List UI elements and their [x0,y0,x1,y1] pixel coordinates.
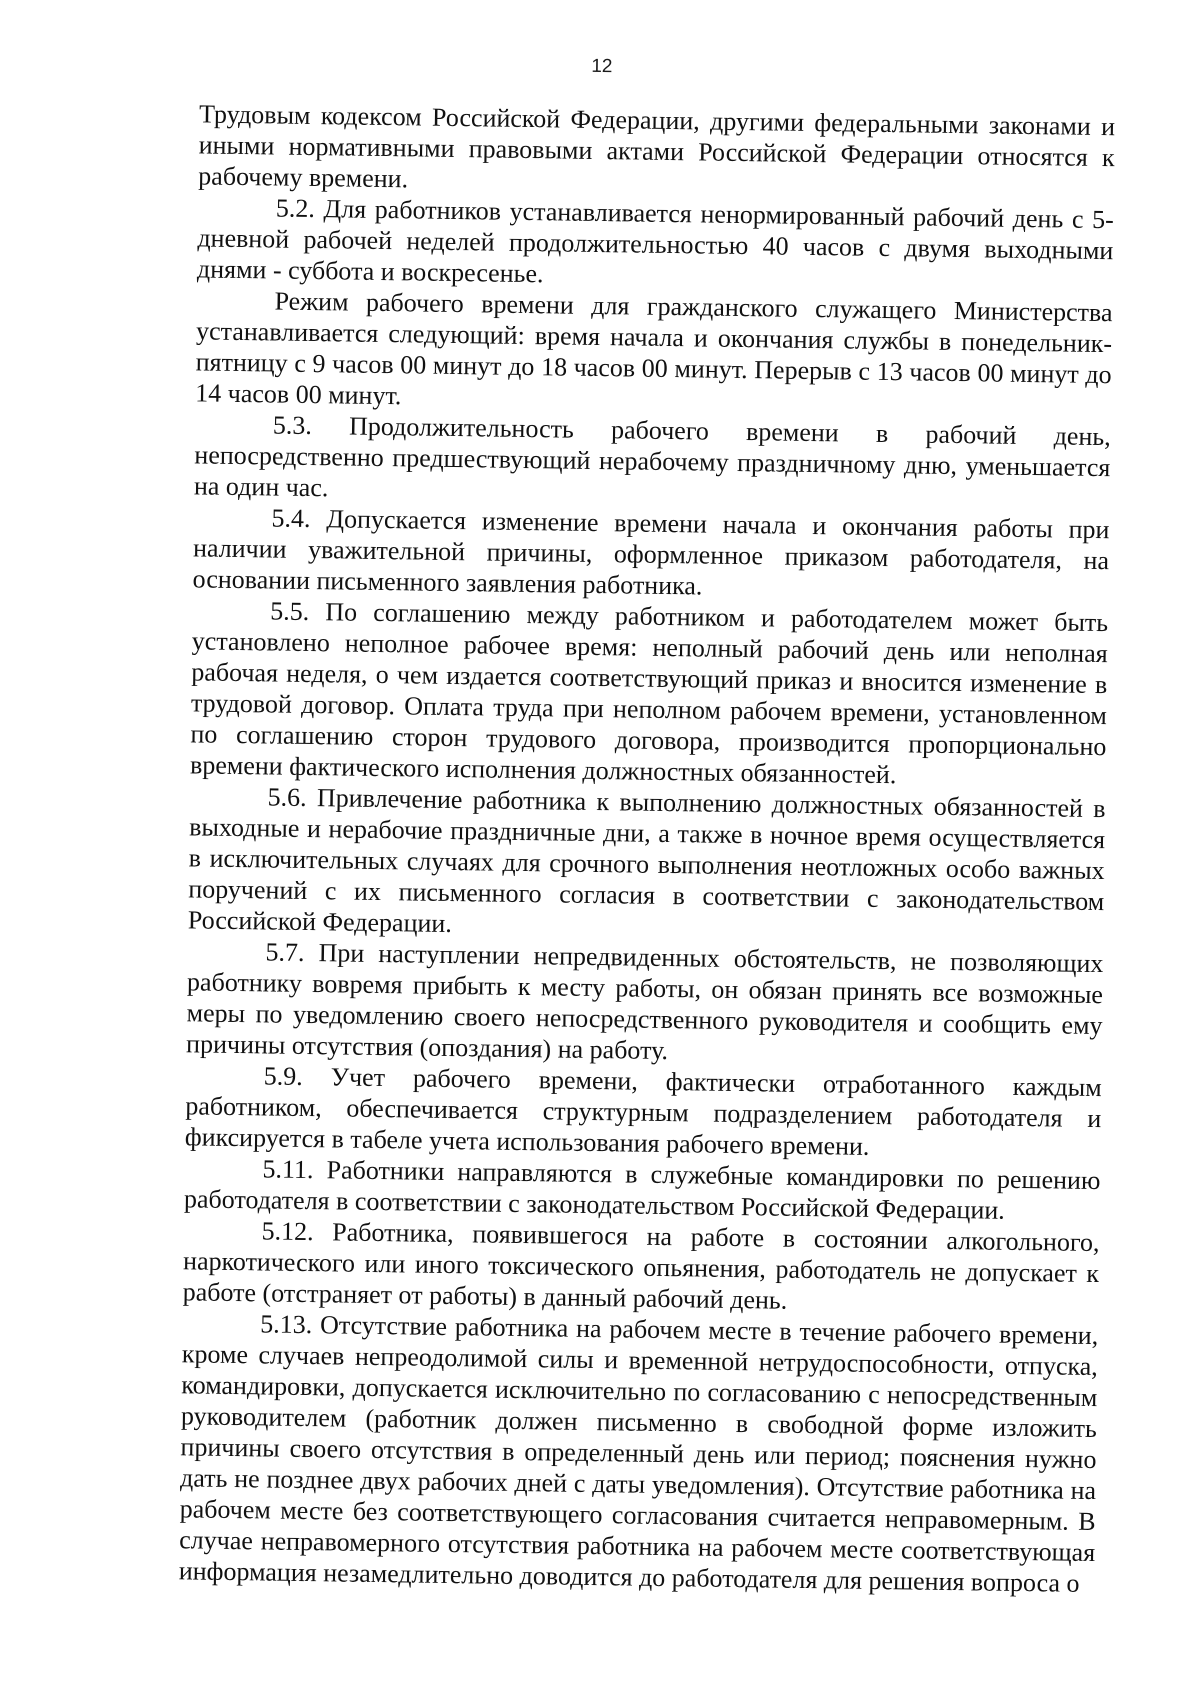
paragraph-5-9: 5.9. Учет рабочего времени, фактически отработанного каждым работником, обеспечивается структурным подразделением работодателя и фиксируется в табеле учета использования рабочего времени. [184,1061,1102,1161]
paragraph-5-4: 5.4. Допускается изменение времени начала и окончания работы при наличии уважительной причины, оформленное приказом работодателя, на основании письменного заявления работника. [192,503,1110,601]
paragraph-5-3: 5.3. Продолжительность рабочего времени в рабочий день, непосредственно предшествующий нерабочему праздничному дню, уменьшается на один час. [193,410,1111,503]
page-number: 12 [591,55,613,78]
paragraph-5-2: 5.2. Для работников устанавливается ненормированный рабочий день с 5-дневной рабочей неделей продолжительностью 40 часов с двумя выходными днями - суббота и воскресенье. [196,193,1114,289]
paragraph-5-7: 5.7. При наступлении непредвиденных обстоятельств, не позволяющих работнику вовремя прибыть к месту работы, он обязан принять все возможные меры по уведомлению своего непосредственного руководителя и сообщить ему причины отсутствия (опоздания) на работу. [185,937,1104,1066]
paragraph-5-5: 5.5. По соглашению между работником и работодателем может быть установлено неполное рабочее время: неполный рабочий день или неполная рабочая неделя, о чем издается соответствующий приказ и вносится изменение в трудовой договор. Оплата труда при неполном рабочем времени, установленном по соглашению сторон трудового договора, производится пропорционально времени фактического исполнения должностных обязанностей. [189,596,1109,790]
paragraph-5-13: 5.13. Отсутствие работника на рабочем месте в течение рабочего времени, кроме случаев непреодолимой силы и временной нетрудоспособности, отпуска, командировки, допускается исключительно по согласованию с непосредственным руководителем (работник должен письменно в свободной форме изложить причины своего отсутствия в определенный день или период; пояснения нужно дать не позднее двух рабочих дней с даты уведомления). Отсутствие работника на рабочем месте без соответствующего согласования считается неправомерным. В случае неправомерного отсутствия работника на рабочем месте соответствующая информация незамедлительно доводится до работодателя для решения вопроса о [178,1309,1099,1598]
paragraph-5-12: 5.12. Работника, появившегося на работе в состоянии алкогольного, наркотического или иного токсического опьянения, работодатель не допускает к работе (отстраняет от работы) в данный рабочий день. [182,1216,1100,1315]
paragraph-5-11: 5.11. Работники направляются в служебные командировки по решению работодателя в соответствии с законодательством Российской Федерации. [183,1154,1101,1225]
paragraph-5-6: 5.6. Привлечение работника к выполнению должностных обязанностей в выходные и нерабочие праздничные дни, а также в ночное время осуществляется в исключительных случаях для срочного выполнения неотложных особо важных поручений с их письменного согласия в соответствии с законодательством Российской Федерации. [187,782,1106,939]
document-body [179,98,1116,1599]
paragraph-continuation: Трудовым кодексом Российской Федерации, другими федеральными законами и иными нормативными правовыми актами Российской Федерации относятся к рабочему времени. [198,99,1116,194]
paragraph-work-schedule: Режим рабочего времени для гражданского служащего Министерства устанавливается следующий: время начала и окончания службы в понедельник-пятницу с 9 часов 00 минут до 18 часов 00 минут. Перерыв с 13 часов 00 минут до 14 часов 00 минут. [195,286,1113,411]
